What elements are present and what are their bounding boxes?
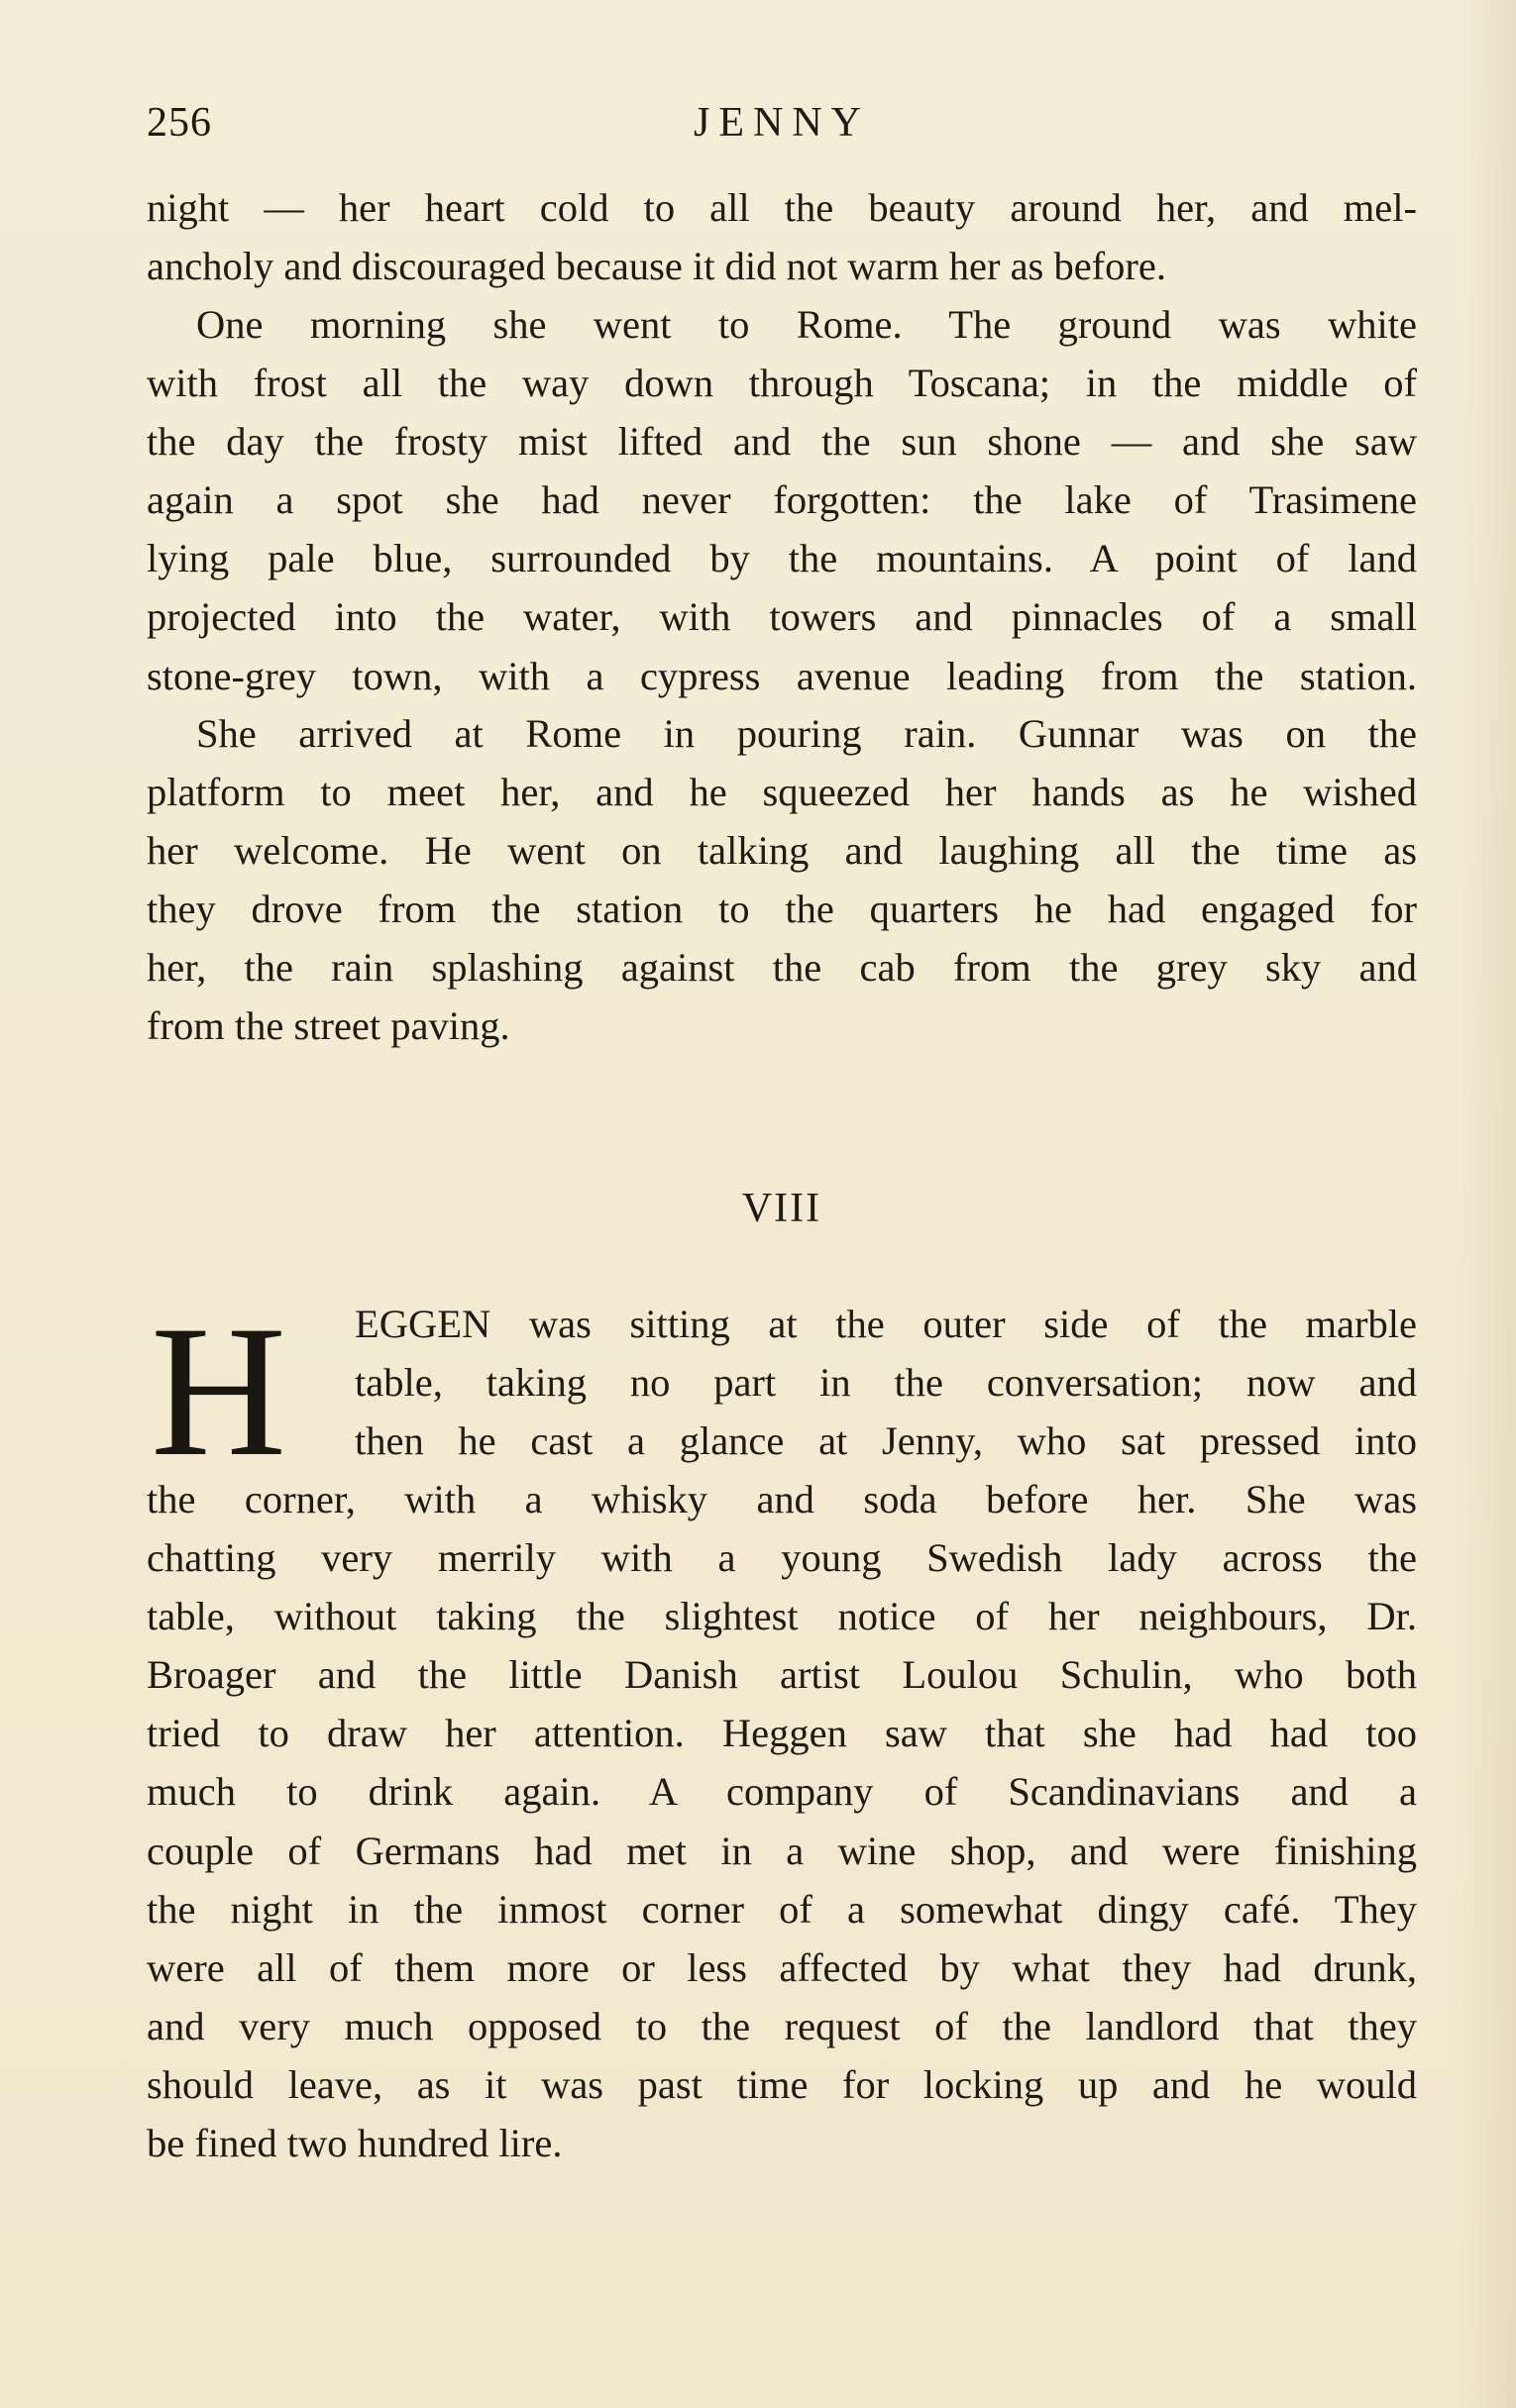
text-line: lying pale blue, surrounded by the mountains. A point of land (147, 536, 1417, 581)
paragraph-1 (147, 178, 1417, 295)
text-line: the night in the inmost corner of a somewhat dingy café. They (147, 1886, 1417, 1932)
page-number: 256 (147, 100, 212, 146)
text-line: platform to meet her, and he squeezed her hands as he wished (147, 770, 1417, 815)
chapter-opening-lines (355, 1295, 1417, 1470)
text-line: EGGEN was sitting at the outer side of the marble (355, 1302, 1417, 1346)
text-line: should leave, as it was past time for locking up and he would (147, 2061, 1417, 2107)
running-head: JENNY (694, 100, 870, 146)
text-line: Broager and the little Danish artist Loulou Schulin, who both (147, 1652, 1417, 1698)
text-line: couple of Germans had met in a wine shop, and were finishing (147, 1828, 1417, 1873)
text-line: projected into the water, with towers and pinnacles of a small (147, 594, 1417, 640)
drop-cap: H (151, 1288, 287, 1496)
chapter-heading: VIII (741, 1186, 822, 1231)
text-line: night — her heart cold to all the beauty around her, and mel- (147, 185, 1417, 230)
text-line: were all of them more or less affected by what they had drunk, (147, 1944, 1417, 1990)
text-line: with frost all the way down through Toscana; in the middle of (147, 361, 1417, 406)
text-line: and very much opposed to the request of the landlord that they (147, 2003, 1417, 2048)
text-line: table, without taking the slightest notice of her neighbours, Dr. (147, 1594, 1417, 1639)
text-line: be fined two hundred lire. (147, 2121, 563, 2166)
text-line: then he cast a glance at Jenny, who sat pressed into (355, 1418, 1417, 1464)
text-line: table, taking no part in the conversation; now and (355, 1360, 1417, 1406)
text-line: again a spot she had never forgotten: the lake of Trasimene (147, 477, 1417, 523)
text-line: they drove from the station to the quarters he had engaged for (147, 887, 1417, 932)
text-line: chatting very merrily with a young Swedish lady across the (147, 1535, 1417, 1581)
paragraph-3 (147, 704, 1417, 1056)
text-line: the day the frosty mist lifted and the sun shone — and she saw (147, 419, 1417, 465)
text-line: ancholy and discouraged because it did not warm her as before. (147, 244, 1166, 289)
paragraph-2 (147, 295, 1417, 705)
chapter-body (147, 1470, 1417, 2172)
text-line: much to drink again. A company of Scandinavians and a (147, 1769, 1417, 1815)
text-line: One morning she went to Rome. The ground was white (196, 302, 1417, 347)
text-line: her welcome. He went on talking and laughing all the time as (147, 828, 1417, 874)
text-line: stone-grey town, with a cypress avenue leading from the station. (147, 653, 1417, 698)
text-line: She arrived at Rome in pouring rain. Gunnar was on the (196, 711, 1417, 756)
page-header (147, 99, 1417, 158)
text-line: the corner, with a whisky and soda before her. She was (147, 1477, 1417, 1521)
text-line: from the street paving. (147, 1003, 510, 1049)
text-line: her, the rain splashing against the cab from the grey sky and (147, 945, 1417, 991)
text-line: tried to draw her attention. Heggen saw that she had had too (147, 1711, 1417, 1756)
